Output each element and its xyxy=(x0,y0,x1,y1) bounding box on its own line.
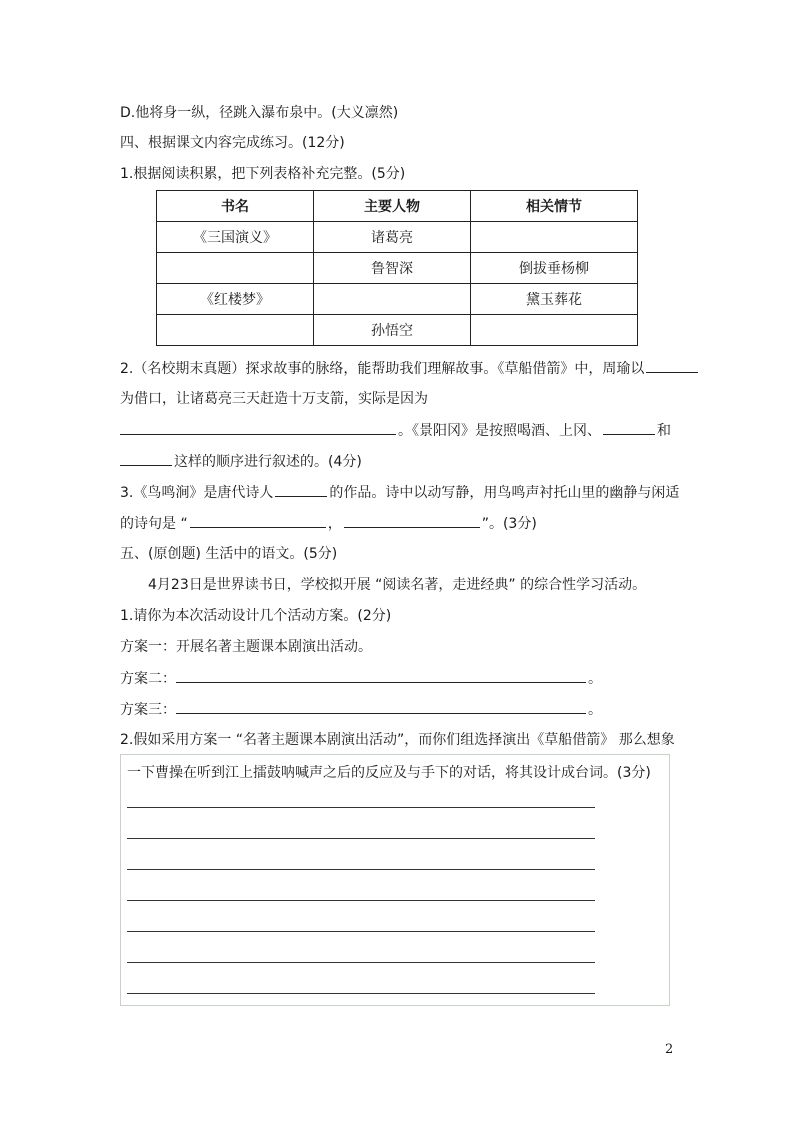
question-2-line-1 xyxy=(120,358,700,379)
question-3-comma: ， xyxy=(327,516,342,532)
question-2-and: 和 xyxy=(657,423,671,439)
plan-2-label: 方案二： xyxy=(120,671,176,687)
question-2-line-4 xyxy=(120,451,362,472)
answer-line[interactable] xyxy=(127,993,595,994)
answer-line[interactable] xyxy=(127,869,595,870)
table-cell-blank[interactable] xyxy=(471,222,638,253)
table-cell: 《红楼梦》 xyxy=(157,284,314,315)
period: 。 xyxy=(588,702,602,718)
question-3-line-2 xyxy=(120,513,537,534)
table-cell: 《三国演义》 xyxy=(157,222,314,253)
answer-line[interactable] xyxy=(127,962,595,963)
answer-line[interactable] xyxy=(127,900,595,901)
plan-3 xyxy=(120,699,602,720)
question-3-line-1 xyxy=(120,482,679,503)
table-cell: 倒拔垂杨柳 xyxy=(471,253,638,284)
plan-1: 方案一：开展名著主题课本剧演出活动。 xyxy=(120,639,372,655)
section-4-heading: 四、根据课文内容完成练习。(12分) xyxy=(120,135,345,151)
period: 。 xyxy=(588,671,602,687)
answer-blank[interactable] xyxy=(646,358,698,373)
answer-blank[interactable] xyxy=(120,451,172,466)
plan-3-label: 方案三： xyxy=(120,702,176,718)
answer-blank[interactable] xyxy=(190,513,326,528)
activity-intro: 4月23日是世界读书日，学校拟开展 “阅读名著，走进经典” 的综合性学习活动。 xyxy=(148,577,647,593)
reading-table xyxy=(156,190,638,346)
table-cell: 孙悟空 xyxy=(314,315,471,346)
option-d: D.他将身一纵，径跳入瀑布泉中。(大义凛然) xyxy=(120,105,399,121)
part-2-line-1: 2.假如采用方案一 “名著主题课本剧演出活动”，而你们组选择演出《草船借箭》 那么想象 xyxy=(120,732,675,748)
table-row xyxy=(157,284,638,315)
table-row xyxy=(157,253,638,284)
question-2-line-3 xyxy=(120,420,671,441)
plan-2 xyxy=(120,668,602,689)
table-row xyxy=(157,315,638,346)
table-row xyxy=(157,222,638,253)
table-cell: 诸葛亮 xyxy=(314,222,471,253)
answer-box[interactable] xyxy=(120,754,670,1006)
answer-line[interactable] xyxy=(127,931,595,932)
answer-blank[interactable] xyxy=(176,699,586,714)
table-cell: 鲁智深 xyxy=(314,253,471,284)
table-cell-blank[interactable] xyxy=(471,315,638,346)
question-1: 1.根据阅读积累，把下列表格补充完整。(5分) xyxy=(120,166,406,182)
answer-blank[interactable] xyxy=(603,420,655,435)
table-cell-blank[interactable] xyxy=(157,315,314,346)
answer-line[interactable] xyxy=(127,838,595,839)
question-2-text-a: 2.（名校期末真题）探求故事的脉络，能帮助我们理解故事。《草船借箭》中，周瑜以 xyxy=(120,361,645,377)
answer-blank[interactable] xyxy=(344,513,480,528)
question-3-text-a: 3.《鸟鸣涧》是唐代诗人 xyxy=(120,485,274,501)
header-character: 主要人物 xyxy=(314,191,471,222)
question-2-text-c: 。《景阳冈》是按照喝酒、上冈、 xyxy=(398,423,601,439)
header-book: 书名 xyxy=(157,191,314,222)
table-cell-blank[interactable] xyxy=(157,253,314,284)
answer-blank[interactable] xyxy=(176,668,586,683)
table-cell: 黛玉葬花 xyxy=(471,284,638,315)
table-header-row xyxy=(157,191,638,222)
part-1: 1.请你为本次活动设计几个活动方案。(2分) xyxy=(120,608,392,624)
answer-blank[interactable] xyxy=(120,420,396,435)
table-cell-blank[interactable] xyxy=(314,284,471,315)
answer-blank[interactable] xyxy=(275,482,327,497)
answer-line[interactable] xyxy=(127,807,595,808)
question-3-text-b: 的作品。诗中以动写静，用鸟鸣声衬托山里的幽静与闲适 xyxy=(329,485,680,501)
section-5-heading: 五、(原创题) 生活中的语文。(5分) xyxy=(120,546,338,562)
question-2-line-2: 为借口，让诸葛亮三天赶造十万支箭，实际是因为 xyxy=(120,391,428,407)
header-plot: 相关情节 xyxy=(471,191,638,222)
question-3-text-d: ”。(3分) xyxy=(481,516,537,532)
page-number: 2 xyxy=(665,1042,674,1057)
question-2-text-d: 这样的顺序进行叙述的。(4分) xyxy=(174,454,362,470)
question-3-text-c: 的诗句是 “ xyxy=(120,516,188,532)
part-2-line-2: 一下曹操在听到江上擂鼓呐喊声之后的反应及与手下的对话，将其设计成台词。(3分) xyxy=(127,765,651,781)
